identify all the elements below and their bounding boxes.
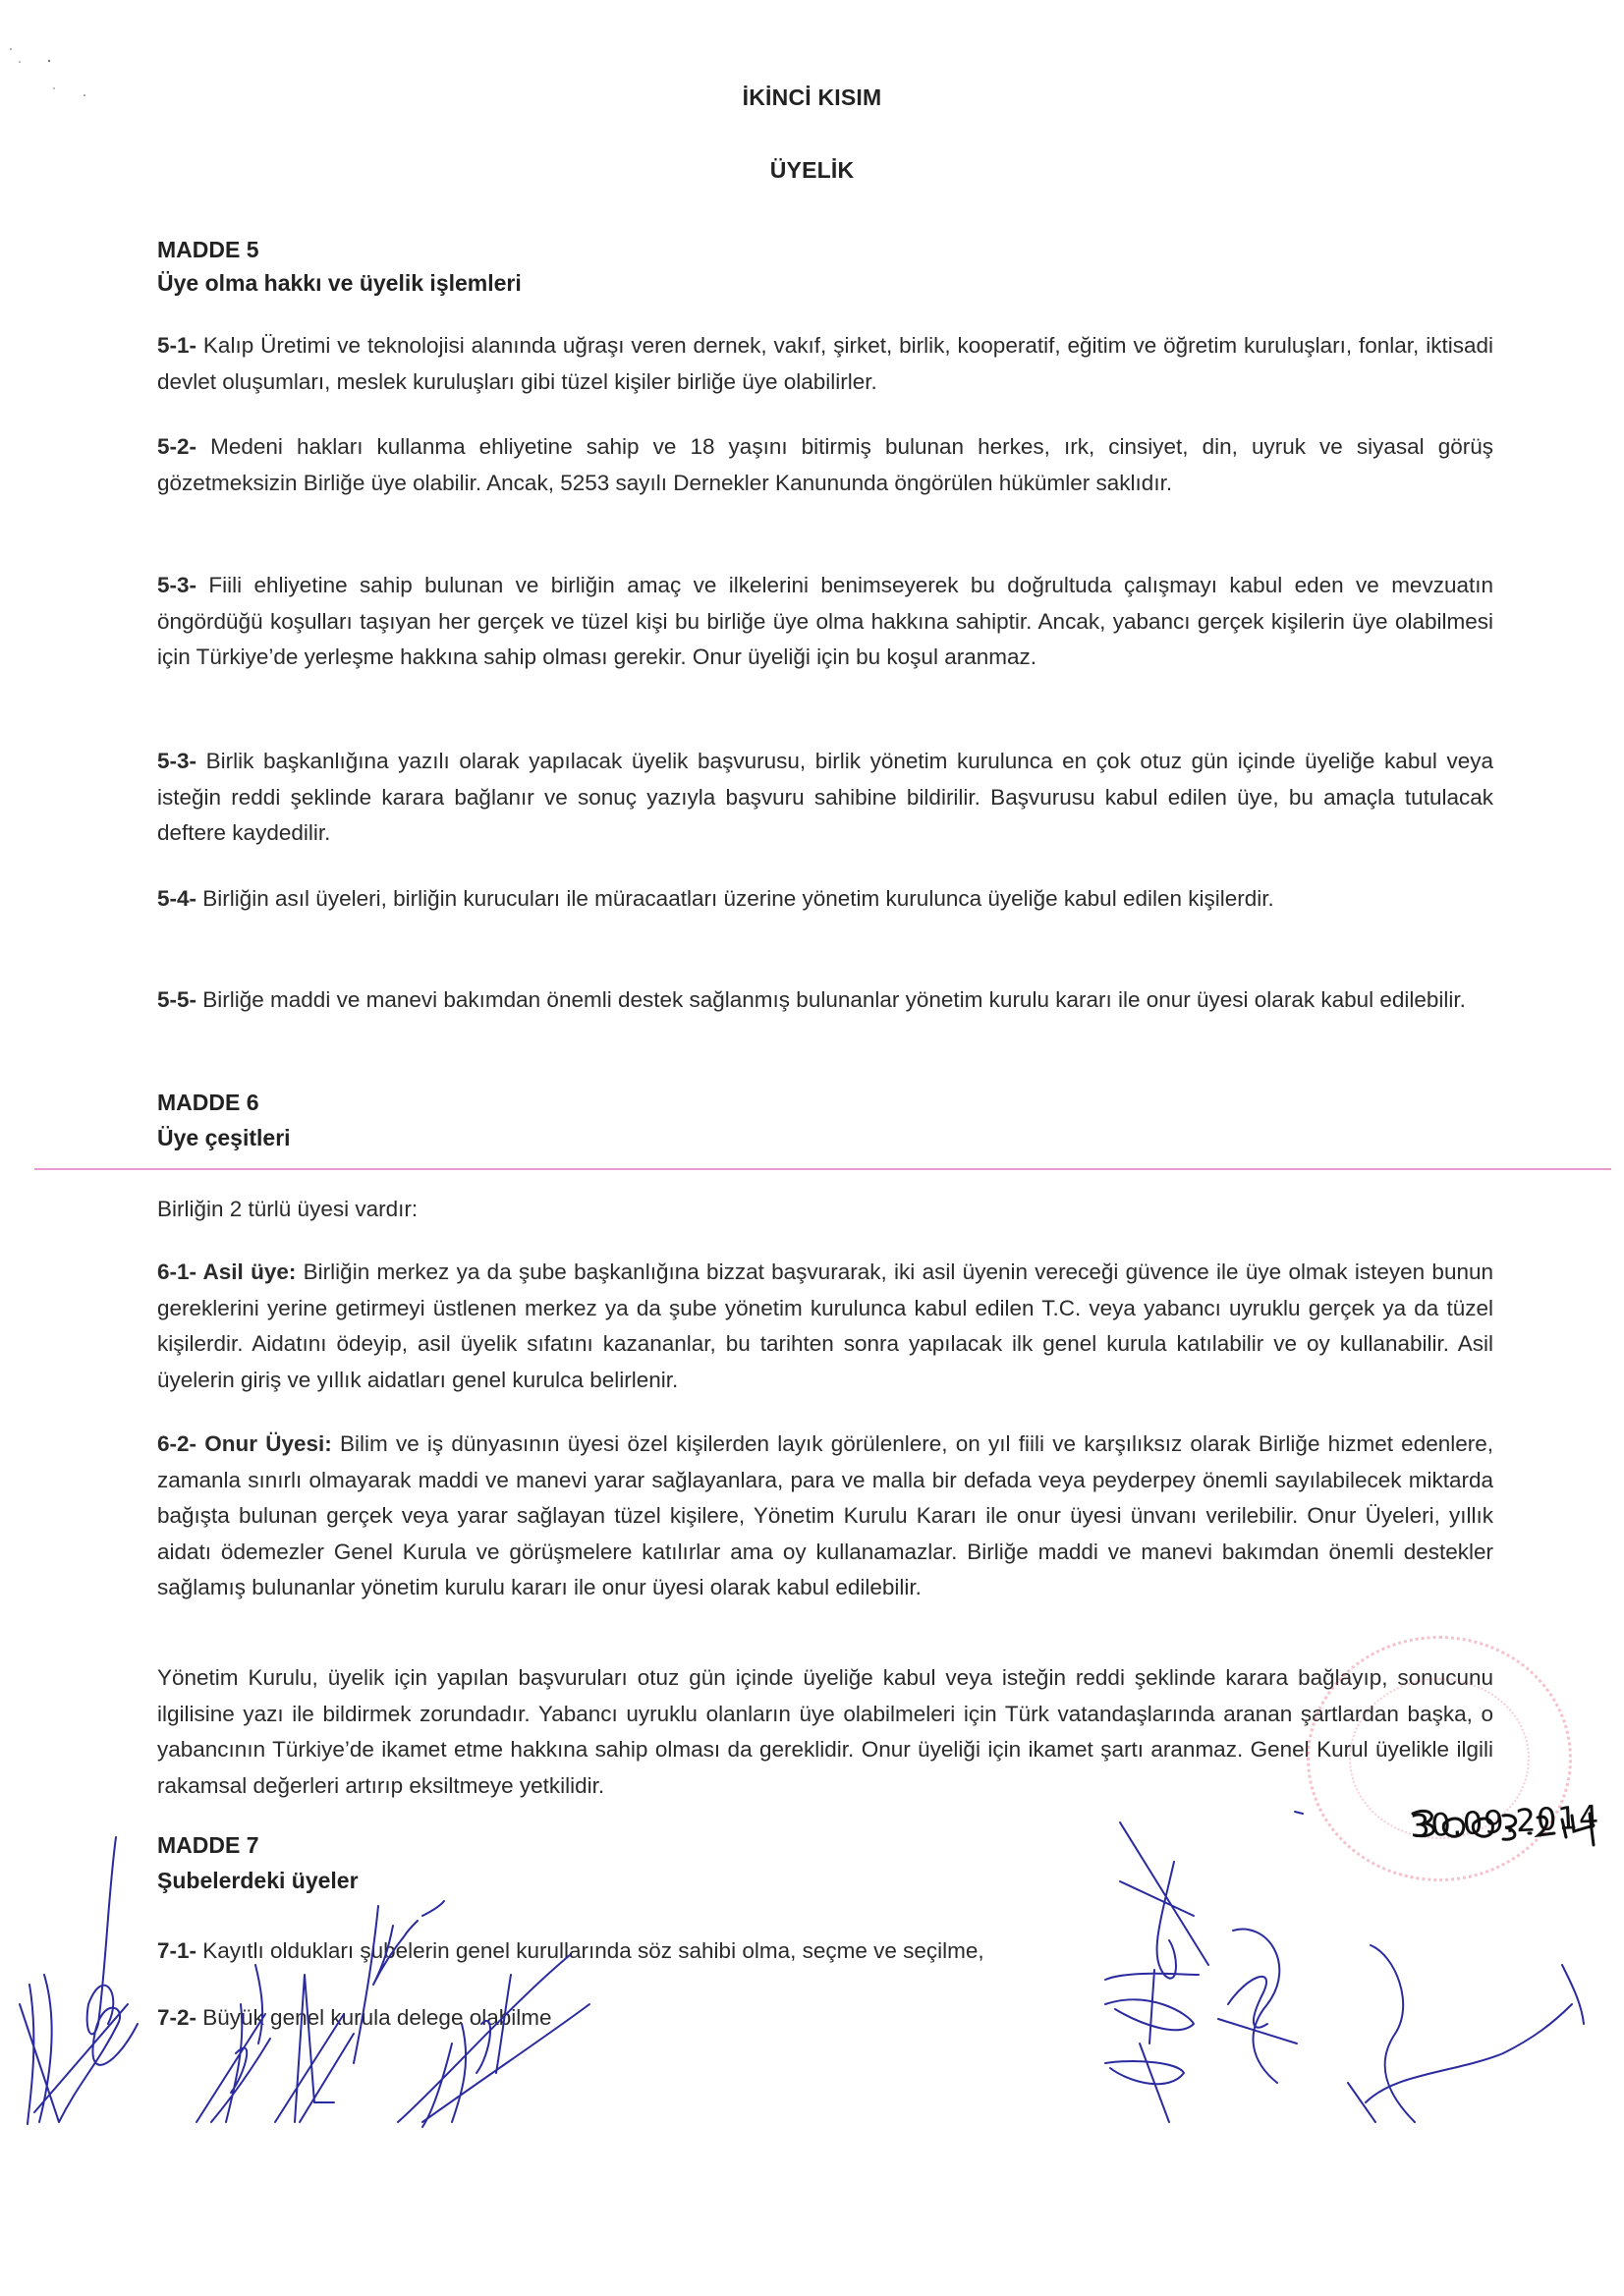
section-title: ÜYELİK [769,157,855,183]
paragraph-5-4 [157,881,1493,918]
article-7-heading: MADDE 7 [157,1832,259,1858]
paragraph-7-1 [157,1933,1493,1970]
scan-divider-line [34,1168,1611,1170]
article-6-closing: Yönetim Kurulu, üyelik için yapılan başvuruları otuz gün içinde üyeliğe kabul veya isteğin reddi şeklinde karara bağlayıp, sonucunu ilgilisine yazı ile bildirmek zorundadır. Yabancı uyruklu olanların üye olabilmeleri için Türk vatandaşlarında aranan şartlardan başka, o yabancının Türkiye’de ikamet etme hakkına sahip olması da gereklidir. Onur üyeliği için ikamet şartı aranmaz. Genel Kurul üyelikle ilgili rakamsal değerleri artırıp eksiltmeye yetkilidir. [157,1665,1493,1798]
paragraph-text: Bilim ve iş dünyasının üyesi özel kişilerden layık görülenlere, on yıl fiili ve karşılıksız olarak Birliğe hizmet edenlere, zamanla sınırlı olmayarak maddi ve manevi yarar sağlayanlara, para ve malla bir defada veya peyderpey önemli sayılabilecek miktarda bağışta bulunan gerçek veya yarar sağlayan tüzel kişilere, Yönetim Kurulu Kararı ile onur üyesi ünvanı verilebilir. Onur Üyeleri, yıllık aidatı ödemezler Genel Kurula ve görüşmelere katılırlar ama oy kullanamazlar. Birliğe maddi ve manevi bakımdan önemli destekler sağlamış bulunanlar yönetim kurulu kararı ile onur üyesi olarak kabul edilebilir. [157,1431,1493,1599]
paragraph-text: Birlik başkanlığına yazılı olarak yapılacak üyelik başvurusu, birlik yönetim kurulunca en çok otuz gün içinde üyeliğe kabul veya isteğin reddi şeklinde karara bağlanır ve sonuç yazıyla başvuru sahibine bildirilir. Başvurusu kabul edilen üye, bu amaçla tutulacak deftere kaydedilir. [157,749,1493,845]
paragraph-5-5 [157,982,1493,1019]
paragraph-text: Büyük genel kurula delege olabilme [196,2005,552,2030]
paragraph-7-2 [157,2000,1493,2037]
article-5-heading: MADDE 5 [157,237,259,262]
paragraph-5-2 [157,429,1493,501]
part-title: İKİNCİ KISIM [742,84,882,110]
article-6-subtitle: Üye çeşitleri [157,1125,291,1150]
paragraph-number: 5-2- [157,434,197,459]
paragraph-text: Medeni hakları kullanma ehliyetine sahip ve 18 yaşını bitirmiş bulunan herkes, ırk, cinsiyet, din, uyruk ve siyasal görüş gözetmeksizin Birliğe üye olabilir. Ancak, 5253 sayılı Dernekler Kanununda öngörülen hükümler saklıdır. [157,434,1493,495]
paragraph-number: 7-2- [157,2005,197,2030]
red-seal-stamp [1307,1636,1572,1881]
signature-6 [398,1955,589,2127]
signature-2 [87,1837,116,2034]
paragraph-5-1 [157,328,1493,400]
paragraph-number: 5-3- [157,749,197,773]
signature-tick [1295,1812,1303,1814]
paragraph-text: Birliğin merkez ya da şube başkanlığına bizzat başvurarak, iki asil üyenin vereceği güvence ile üye olmak isteyen bunun gereklerini yerine getirmeyi üstlenen merkez ya da şube yönetim kurulunca kabul edilen T.C. veya yabancı uyruklu gerçek ya da tüzel kişilerdir. Aidatını ödeyip, asil üyelik sıfatını kazananlar, bu tarihten sonra yapılacak ilk genel kurula katılabilir ve oy kullanabilir. Asil üyelerin giriş ve yıllık aidatları genel kurulca belirlenir. [157,1260,1493,1392]
paragraph-text: Kalıp Üretimi ve teknolojisi alanında uğraşı veren dernek, vakıf, şirket, birlik, kooperatif, eğitim ve öğretim kuruluşları, fonlar, iktisadi devlet oluşumları, meslek kuruluşları gibi tüzel kişiler birliğe üye olabilirler. [157,333,1493,394]
paragraph-number: 5-3- [157,573,197,597]
article-7-subtitle: Şubelerdeki üyeler [157,1868,359,1893]
paragraph-6-2 [157,1427,1493,1606]
paragraph-number: 5-5- [157,987,197,1012]
paragraph-6-1 [157,1255,1493,1398]
signature-4 [275,1975,354,2122]
paragraph-5-3b [157,744,1493,852]
paragraph-number: 5-1- [157,333,197,358]
paragraph-text: Fiili ehliyetine sahip bulunan ve birliğin amaç ve ilkelerini benimseyerek bu doğrultuda çalışmayı kabul eden ve mevzuatın öngördüğü koşulları taşıyan her gerçek ve tüzel kişi bu birliğe üye olma hakkına sahiptir. Ancak, yabancı gerçek kişilerin üye olabilmesi için Türkiye’de yerleşme hakkına sahip olması gerekir. Onur üyeliği için bu koşul aranmaz. [157,573,1493,669]
paragraph-number: 6-2- Onur Üyesi: [157,1431,332,1456]
paragraph-number: 7-1- [157,1938,197,1963]
paragraph-text: Birliğe maddi ve manevi bakımdan önemli destek sağlanmış bulunanlar yönetim kurulu kararı ile onur üyesi olarak kabul edilebilir. [196,987,1466,1012]
signature-5 [354,1901,444,2063]
paragraph-5-3a [157,568,1493,676]
signature-3 [196,1965,270,2122]
paragraph-number: 5-4- [157,886,197,911]
article-5-subtitle: Üye olma hakkı ve üyelik işlemleri [157,270,522,296]
handwritten-date: 30.09.2014 [1409,1797,1601,1846]
paragraph-text: Birliğin asıl üyeleri, birliğin kurucuları ile müracaatları üzerine yönetim kurulunca üyeliğe kabul edilen kişilerdir. [196,886,1274,911]
signature-1 [20,1975,138,2124]
signature-7 [1105,1822,1208,2122]
article-6-intro: Birliğin 2 türlü üyesi vardır: [157,1197,419,1221]
article-6-heading: MADDE 6 [157,1090,259,1115]
paragraph-number: 6-1- Asil üye: [157,1260,297,1284]
paragraph-text: Kayıtlı oldukları şubelerin genel kurullarında söz sahibi olma, seçme ve seçilme, [196,1938,984,1963]
